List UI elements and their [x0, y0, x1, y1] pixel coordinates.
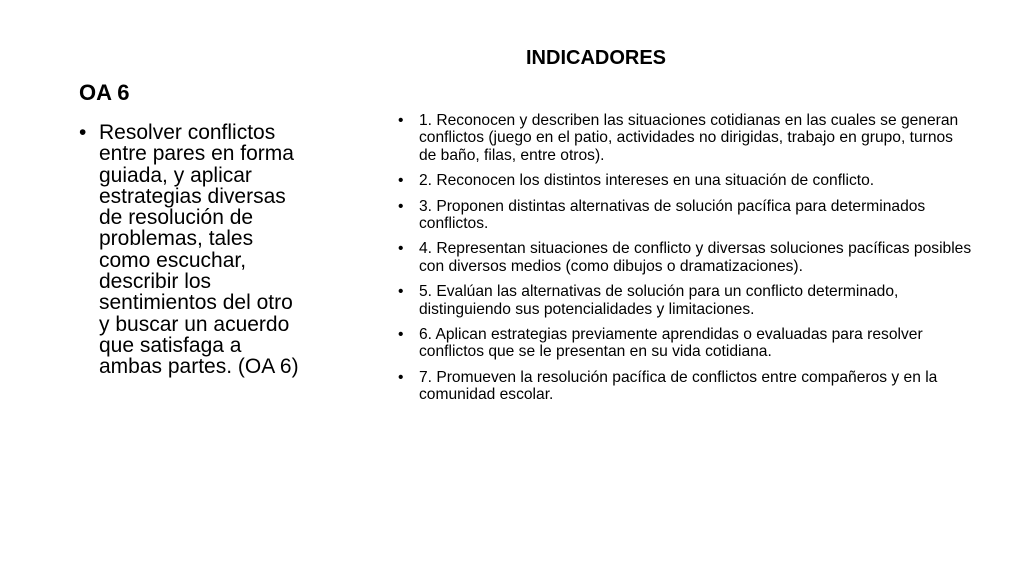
bullet-icon: •: [398, 197, 404, 215]
indicator-text: 7. Promueven la resolución pacífica de conflictos entre compañeros y en la comunidad escolar.: [419, 368, 938, 404]
bullet-icon: •: [398, 326, 404, 344]
indicator-item: [398, 198, 973, 233]
indicator-item: [398, 283, 973, 318]
indicator-text: 3. Proponen distintas alternativas de solución pacífica para determinados conflictos.: [419, 197, 926, 233]
bullet-icon: •: [398, 368, 404, 386]
indicator-text: 4. Representan situaciones de conflicto y diversas soluciones pacíficas posibles con diversos medios (como dibujos o dramatizaciones).: [419, 240, 972, 275]
indicators-heading: INDICADORES: [526, 47, 667, 69]
bullet-icon: •: [398, 172, 404, 190]
indicator-item: [398, 369, 973, 404]
indicator-text: 2. Reconocen los distintos intereses en una situación de conflicto.: [419, 172, 875, 190]
bullet-icon: •: [398, 112, 404, 129]
objective-list: [79, 122, 309, 378]
indicator-text: 5. Evalúan las alternativas de solución para un conflicto determinado, distinguiendo sus potencialidades y limitaciones.: [419, 283, 899, 318]
indicator-item: [398, 112, 973, 164]
indicator-text: 1. Reconocen y describen las situaciones cotidianas en las cuales se generan conflictos (juego en el patio, actividades no dirigidas, trabajo en grupo, turnos de baño, filas, entre otros).: [419, 112, 959, 164]
indicator-item: [398, 326, 973, 361]
objective-item: [79, 122, 309, 378]
bullet-icon: •: [398, 240, 404, 258]
indicator-item: [398, 172, 973, 189]
bullet-icon: •: [79, 121, 87, 144]
objective-heading: OA 6: [79, 80, 130, 105]
indicators-list: [398, 112, 973, 412]
indicator-item: [398, 240, 973, 275]
objective-text: Resolver conflictos entre pares en forma guiada, y aplicar estrategias diversas de resolución de problemas, tales como escuchar, describir los sentimientos del otro y buscar un acuerdo que satisfaga a ambas partes. (OA 6): [99, 121, 299, 379]
indicator-text: 6. Aplican estrategias previamente aprendidas o evaluadas para resolver conflictos que se le presentan en su vida cotidiana.: [419, 326, 923, 361]
bullet-icon: •: [398, 283, 404, 301]
